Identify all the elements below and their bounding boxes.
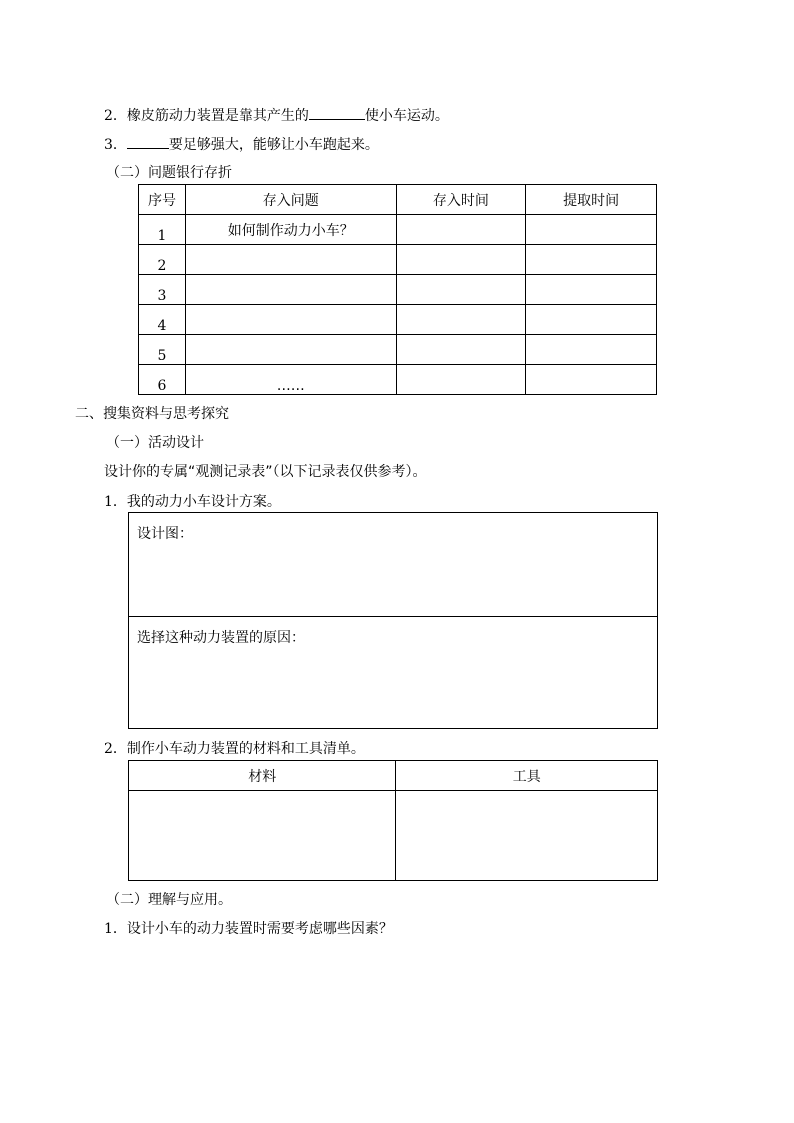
item-2 — [104, 739, 365, 759]
design-plan-table — [128, 512, 658, 729]
header-tools: 工具 — [396, 761, 658, 791]
statement-3 — [104, 134, 379, 155]
design-drawing-label: 设计图： — [137, 526, 193, 542]
subsection-heading-apply: （二）理解与应用。 — [106, 892, 232, 908]
row-withdraw-time[interactable] — [526, 245, 657, 275]
item-number: 3． — [104, 137, 127, 153]
table-row — [129, 791, 658, 881]
table-row — [139, 335, 657, 365]
header-question: 存入问题 — [185, 185, 396, 215]
row-deposit-time[interactable] — [396, 275, 526, 305]
header-withdraw-time: 提取时间 — [526, 185, 657, 215]
item-number: 1． — [104, 494, 127, 510]
materials-tools-table — [128, 760, 658, 881]
item-text: 制作小车动力装置的材料和工具清单。 — [126, 741, 365, 757]
table-row — [139, 215, 657, 245]
row-question[interactable] — [185, 245, 396, 275]
item-number: 2． — [104, 108, 127, 124]
section-heading-bank: （二）问题银行存折 — [106, 165, 232, 181]
design-drawing-cell[interactable] — [129, 513, 658, 617]
design-reason-label: 选择这种动力装置的原因： — [137, 630, 305, 646]
tools-cell[interactable] — [396, 791, 658, 881]
row-number: 6 — [139, 365, 186, 395]
row-withdraw-time[interactable] — [526, 305, 657, 335]
item-text: 我的动力小车设计方案。 — [126, 494, 281, 510]
row-withdraw-time[interactable] — [526, 365, 657, 395]
statement-text: 要足够强大，能够让小车跑起来。 — [168, 137, 379, 153]
table-row — [139, 365, 657, 395]
row-number: 2 — [139, 245, 186, 275]
materials-cell[interactable] — [129, 791, 396, 881]
row-deposit-time[interactable] — [396, 215, 526, 245]
row-question[interactable] — [185, 335, 396, 365]
header-number: 序号 — [139, 185, 186, 215]
question-1 — [104, 919, 393, 939]
subsection-heading-design: （一）活动设计 — [106, 435, 204, 451]
section-heading-2: 二、搜集资料与思考探究 — [75, 406, 229, 422]
row-question[interactable] — [185, 275, 396, 305]
table-row — [139, 275, 657, 305]
statement-text: 橡皮筋动力装置是靠其产生的 — [126, 108, 309, 124]
row-deposit-time[interactable] — [396, 365, 526, 395]
row-number: 4 — [139, 305, 186, 335]
table-header-row — [129, 761, 658, 791]
row-question[interactable]: …… — [185, 365, 396, 395]
header-deposit-time: 存入时间 — [396, 185, 526, 215]
row-withdraw-time[interactable] — [526, 275, 657, 305]
table-row — [139, 245, 657, 275]
row-withdraw-time[interactable] — [526, 215, 657, 245]
design-reason-cell[interactable] — [129, 617, 658, 729]
row-withdraw-time[interactable] — [526, 335, 657, 365]
table-row — [139, 305, 657, 335]
row-question[interactable]: 如何制作动力小车？ — [185, 215, 396, 245]
question-bank-table — [138, 184, 657, 395]
row-deposit-time[interactable] — [396, 335, 526, 365]
table-header-row — [139, 185, 657, 215]
statement-text: 使小车运动。 — [364, 108, 449, 124]
row-number: 5 — [139, 335, 186, 365]
row-deposit-time[interactable] — [396, 245, 526, 275]
row-deposit-time[interactable] — [396, 305, 526, 335]
statement-2 — [104, 105, 449, 126]
fill-blank[interactable] — [127, 134, 169, 149]
row-number: 3 — [139, 275, 186, 305]
item-1 — [104, 492, 281, 512]
fill-blank[interactable] — [309, 105, 365, 120]
row-number: 1 — [139, 215, 186, 245]
design-intro-text: 设计你的专属“观测记录表”（以下记录表仅供参考）。 — [104, 464, 427, 480]
header-materials: 材料 — [129, 761, 396, 791]
question-text: 设计小车的动力装置时需要考虑哪些因素？ — [126, 921, 393, 937]
item-number: 1． — [104, 921, 127, 937]
row-question[interactable] — [185, 305, 396, 335]
item-number: 2． — [104, 741, 127, 757]
